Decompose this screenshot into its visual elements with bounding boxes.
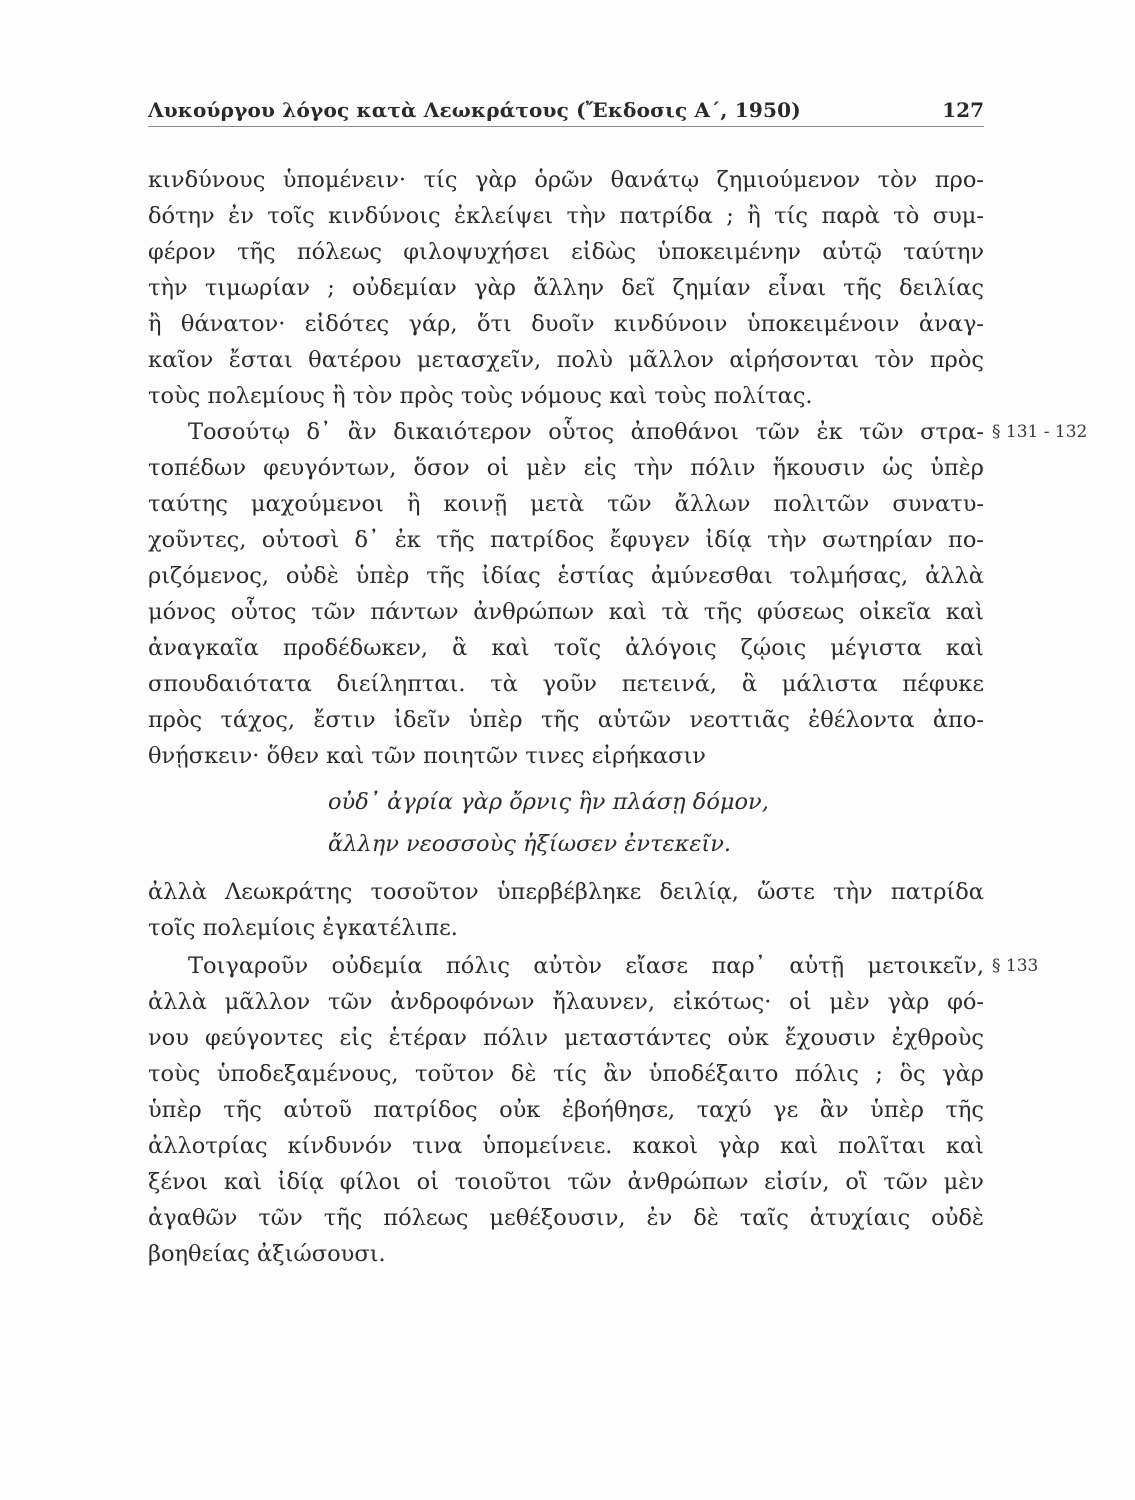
text-line: πρὸς τάχος, ἔστιν ἰδεῖν ὑπὲρ τῆς αὑτῶν νεοττιᾶς ἐθέλοντα ἀπο-	[148, 707, 984, 733]
verse-line: οὐδ᾽ ἀγρία γὰρ ὄρνις ἣν πλάσῃ δόμον,	[328, 789, 769, 815]
text-line: τοὺς πολεμίους ἢ τὸν πρὸς τοὺς νόμους καὶ τοὺς πολίτας.	[148, 383, 813, 409]
text-line: ἀλλοτρίας κίνδυνόν τινα ὑπομείνειε. κακοὶ γὰρ καὶ πολῖται καὶ	[148, 1133, 984, 1159]
text-line: καῖον ἔσται θατέρου μετασχεῖν, πολὺ μᾶλλον αἱρήσονται τὸν πρὸς	[148, 347, 984, 373]
verse-line: ἄλλην νεοσσοὺς ἠξίωσεν ἐντεκεῖν.	[328, 831, 732, 857]
text-line: χοῦντες, οὑτοσὶ δ᾽ ἐκ τῆς πατρίδος ἔφυγεν ἰδίᾳ τὴν σωτηρίαν πο-	[148, 527, 984, 553]
paragraph-first-line: Τοσούτῳ δ᾽ ἂν δικαιότερον οὗτος ἀποθάνοι τῶν ἐκ τῶν στρα-	[188, 419, 984, 445]
text-line: μόνος οὗτος τῶν πάντων ἀνθρώπων καὶ τὰ τῆς φύσεως οἰκεῖα καὶ	[148, 599, 984, 625]
section-reference: § 131 - 132	[992, 422, 1088, 442]
text-line: τὴν τιμωρίαν ; οὐδεμίαν γὰρ ἄλλην δεῖ ζημίαν εἶναι τῆς δειλίας	[148, 275, 984, 301]
text-line: θνῄσκειν· ὅθεν καὶ τῶν ποιητῶν τινες εἰρήκασιν	[148, 743, 706, 769]
text-line: τοῖς πολεμίοις ἐγκατέλιπε.	[148, 915, 458, 941]
text-line: κινδύνους ὑπομένειν· τίς γὰρ ὁρῶν θανάτῳ ζημιούμενον τὸν προ-	[148, 167, 984, 193]
text-line: ξένοι καὶ ἰδίᾳ φίλοι οἱ τοιοῦτοι τῶν ἀνθρώπων εἰσίν, οἳ τῶν μὲν	[148, 1169, 984, 1195]
text-line: ἀλλὰ Λεωκράτης τοσοῦτον ὑπερβέβληκε δειλίᾳ, ὥστε τὴν πατρίδα	[148, 879, 984, 905]
text-line: ριζόμενος, οὐδὲ ὑπὲρ τῆς ἰδίας ἑστίας ἀμύνεσθαι τολμήσας, ἀλλὰ	[148, 563, 984, 589]
text-line: ἀγαθῶν τῶν τῆς πόλεως μεθέξουσιν, ἐν δὲ ταῖς ἀτυχίαις οὐδὲ	[148, 1205, 984, 1231]
text-line: ταύτης μαχούμενοι ἢ κοινῇ μετὰ τῶν ἄλλων πολιτῶν συνατυ-	[148, 491, 984, 517]
section-reference: § 133	[992, 956, 1039, 976]
running-title: Λυκούργου λόγος κατὰ Λεωκράτους (Ἔκδοσις Α΄, 1950)	[148, 98, 801, 122]
text-line: δότην ἐν τοῖς κινδύνοις ἐκλείψει τὴν πατρίδα ; ἢ τίς παρὰ τὸ συμ-	[148, 203, 984, 229]
page-number: 127	[942, 98, 984, 122]
text-line: τοὺς ὑποδεξαμένους, τοῦτον δὲ τίς ἂν ὑποδέξαιτο πόλις ; ὃς γὰρ	[148, 1061, 984, 1087]
text-line: σπουδαιότατα διείληπται. τὰ γοῦν πετεινά, ἃ μάλιστα πέφυκε	[148, 671, 984, 697]
text-line: νου φεύγοντες εἰς ἑτέραν πόλιν μεταστάντες οὐκ ἔχουσιν ἐχθροὺς	[148, 1025, 984, 1051]
text-line: ὑπὲρ τῆς αὑτοῦ πατρίδος οὐκ ἐβοήθησε, ταχύ γε ἂν ὑπὲρ τῆς	[148, 1097, 984, 1123]
header-rule	[148, 126, 984, 127]
running-head	[148, 98, 984, 128]
text-line: ἀλλὰ μᾶλλον τῶν ἀνδροφόνων ἤλαυνεν, εἰκότως· οἱ μὲν γὰρ φό-	[148, 989, 984, 1015]
text-line: ἀναγκαῖα προδέδωκεν, ἃ καὶ τοῖς ἀλόγοις ζῴοις μέγιστα καὶ	[148, 635, 984, 661]
text-line: τοπέδων φευγόντων, ὅσον οἱ μὲν εἰς τὴν πόλιν ἥκουσιν ὡς ὑπὲρ	[148, 455, 984, 481]
text-line: ἢ θάνατον· εἰδότες γάρ, ὅτι δυοῖν κινδύνοιν ὑποκειμένοιν ἀναγ-	[148, 311, 984, 337]
text-line: βοηθείας ἀξιώσουσι.	[148, 1241, 386, 1267]
paragraph-first-line: Τοιγαροῦν οὐδεμία πόλις αὐτὸν εἴασε παρ᾽ αὑτῇ μετοικεῖν,	[188, 953, 984, 979]
text-line: φέρον τῆς πόλεως φιλοψυχήσει εἰδὼς ὑποκειμένην αὑτῷ ταύτην	[148, 239, 984, 265]
